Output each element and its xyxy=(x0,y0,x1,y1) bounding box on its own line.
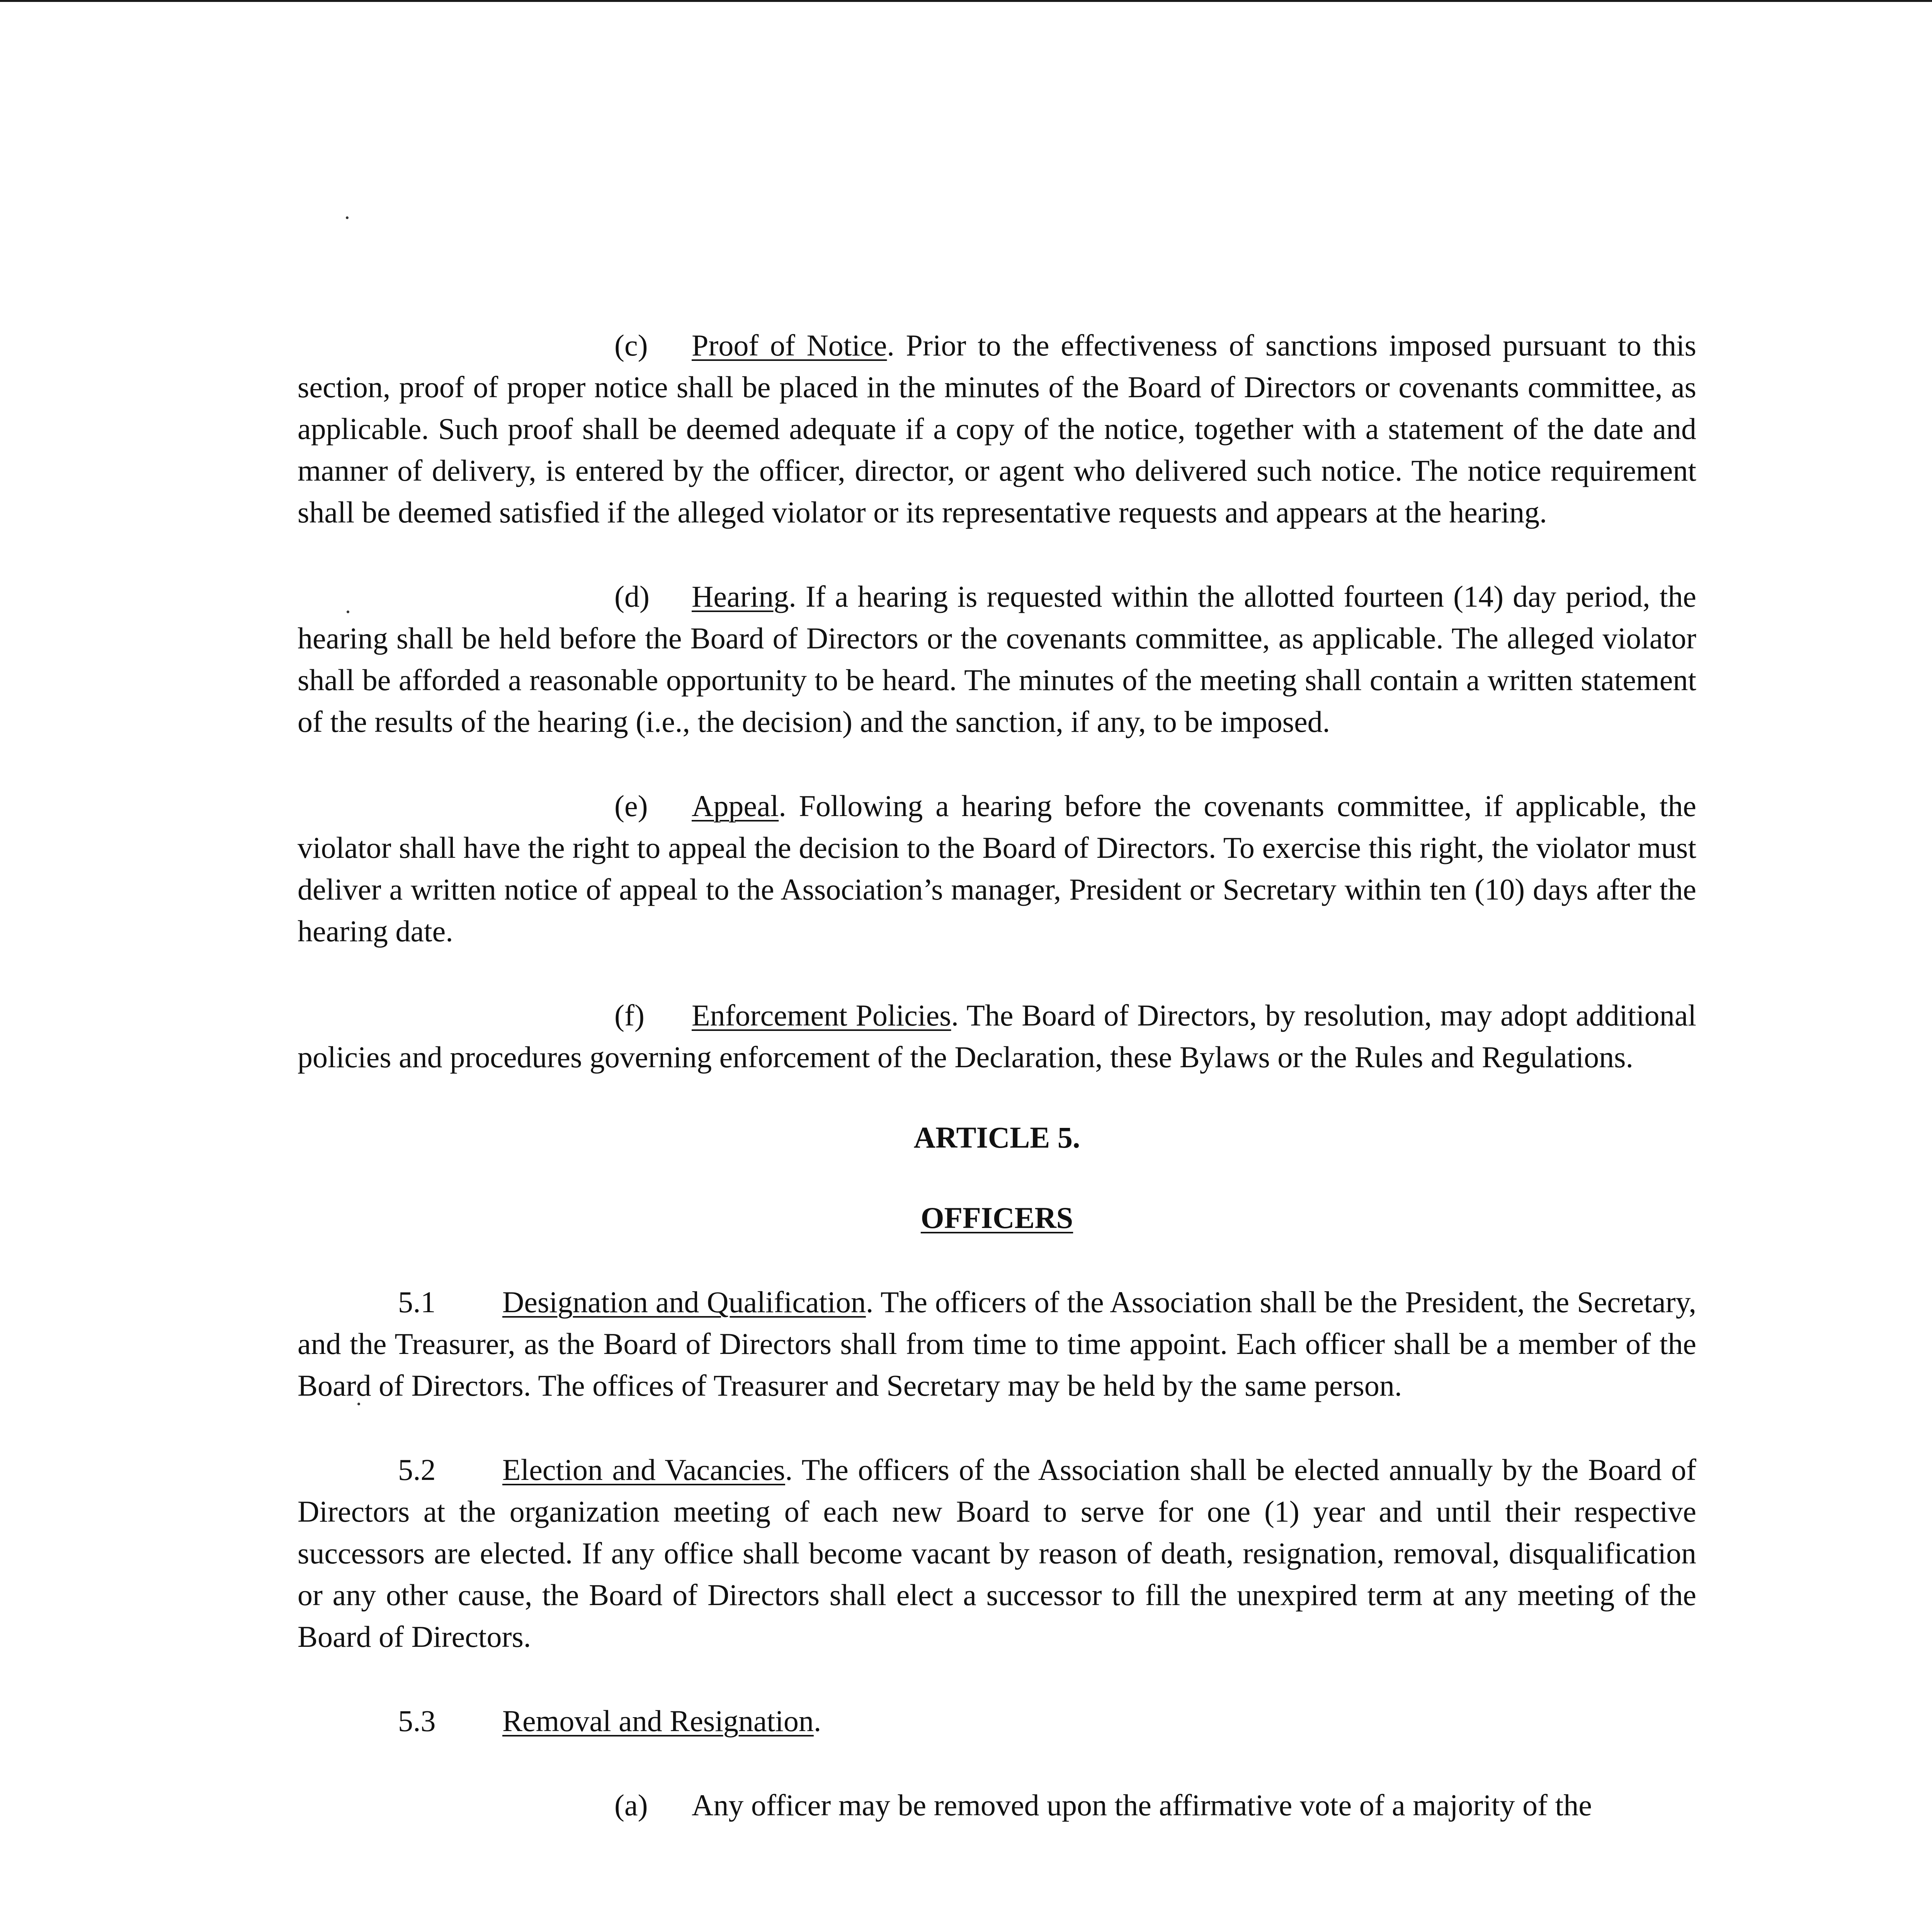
section-e-paragraph xyxy=(298,785,1696,952)
subsection-5-2-title: Election and Vacancies xyxy=(502,1453,785,1486)
section-f-number: (f) xyxy=(614,998,645,1032)
page-top-border xyxy=(0,0,1932,2)
document-body xyxy=(298,325,1696,1826)
subsection-5-1-paragraph xyxy=(298,1281,1696,1406)
article-number: ARTICLE 5. xyxy=(913,1121,1080,1154)
section-e-number: (e) xyxy=(614,789,648,823)
subsection-5-3-a-number: (a) xyxy=(614,1788,648,1822)
subsection-5-1-number: 5.1 xyxy=(398,1285,436,1319)
section-c-paragraph xyxy=(298,325,1696,533)
subsection-5-3-title: Removal and Resignation xyxy=(502,1704,814,1738)
subsection-5-3-a-text: Any officer may be removed upon the affirmative vote of a majority of the xyxy=(692,1788,1592,1822)
section-c-text: . Prior to the effectiveness of sanctions imposed pursuant to this section, proof of proper notice shall be placed in the minutes of the Board of Directors or covenants committee, as applicable. Such proof shall be deemed adequate if a copy of the notice, together with a statement of the date and manner of delivery, is entered by the officer, director, or agent who delivered such notice. The notice requirement shall be deemed satisfied if the alleged violator or its representative requests and appears at the hearing. xyxy=(298,328,1696,529)
section-f-text: . The Board of Directors, by resolution, may adopt additional policies and procedures governing enforcement of the Declaration, these Bylaws or the Rules and Regulations. xyxy=(298,998,1696,1074)
scan-speck xyxy=(346,216,349,219)
section-e-title: Appeal xyxy=(692,789,779,823)
subsection-5-1-text: . The officers of the Association shall be the President, the Secretary, and the Treasurer, as the Board of Directors shall from time to time appoint. Each officer shall be a member of the Board of Directors. The offices of Treasurer and Secretary may be held by the same person. xyxy=(298,1285,1697,1402)
subsection-5-3-number: 5.3 xyxy=(398,1704,436,1738)
subsection-5-3-a-paragraph xyxy=(298,1784,1696,1826)
section-c-number: (c) xyxy=(614,328,648,362)
subsection-5-3-text: . xyxy=(813,1704,821,1738)
section-d-title: Hearing xyxy=(692,580,789,613)
article-title: OFFICERS xyxy=(920,1201,1073,1235)
section-d-paragraph xyxy=(298,576,1696,743)
subsection-5-1-title: Designation and Qualification xyxy=(502,1285,866,1319)
section-d-text: . If a hearing is requested within the allotted fourteen (14) day period, the hearing shall be held before the Board of Directors or the covenants committee, as applicable. The alleged violator shall be afforded a reasonable opportunity to be heard. The minutes of the meeting shall contain a written statement of the results of the hearing (i.e., the decision) and the sanction, if any, to be imposed. xyxy=(298,580,1696,738)
section-f-title: Enforcement Policies xyxy=(692,998,951,1032)
section-d-number: (d) xyxy=(614,580,650,613)
subsection-5-3-paragraph xyxy=(298,1700,1696,1742)
subsection-5-2-paragraph xyxy=(298,1449,1696,1658)
subsection-5-2-text: . The officers of the Association shall be elected annually by the Board of Directors at the organization meeting of each new Board to serve for one (1) year and until their respective successors are elected. If any office shall become vacant by reason of death, resignation, removal, disqualification or any other cause, the Board of Directors shall elect a successor to fill the unexpired term at any meeting of the Board of Directors. xyxy=(298,1453,1696,1653)
subsection-5-2-number: 5.2 xyxy=(398,1453,436,1486)
section-f-paragraph xyxy=(298,995,1696,1078)
section-e-text: . Following a hearing before the covenants committee, if applicable, the violator shall have the right to appeal the decision to the Board of Directors. To exercise this right, the violator must deliver a written notice of appeal to the Association’s manager, President or Secretary within ten (10) days after the hearing date. xyxy=(298,789,1696,948)
section-c-title: Proof of Notice xyxy=(692,328,887,362)
